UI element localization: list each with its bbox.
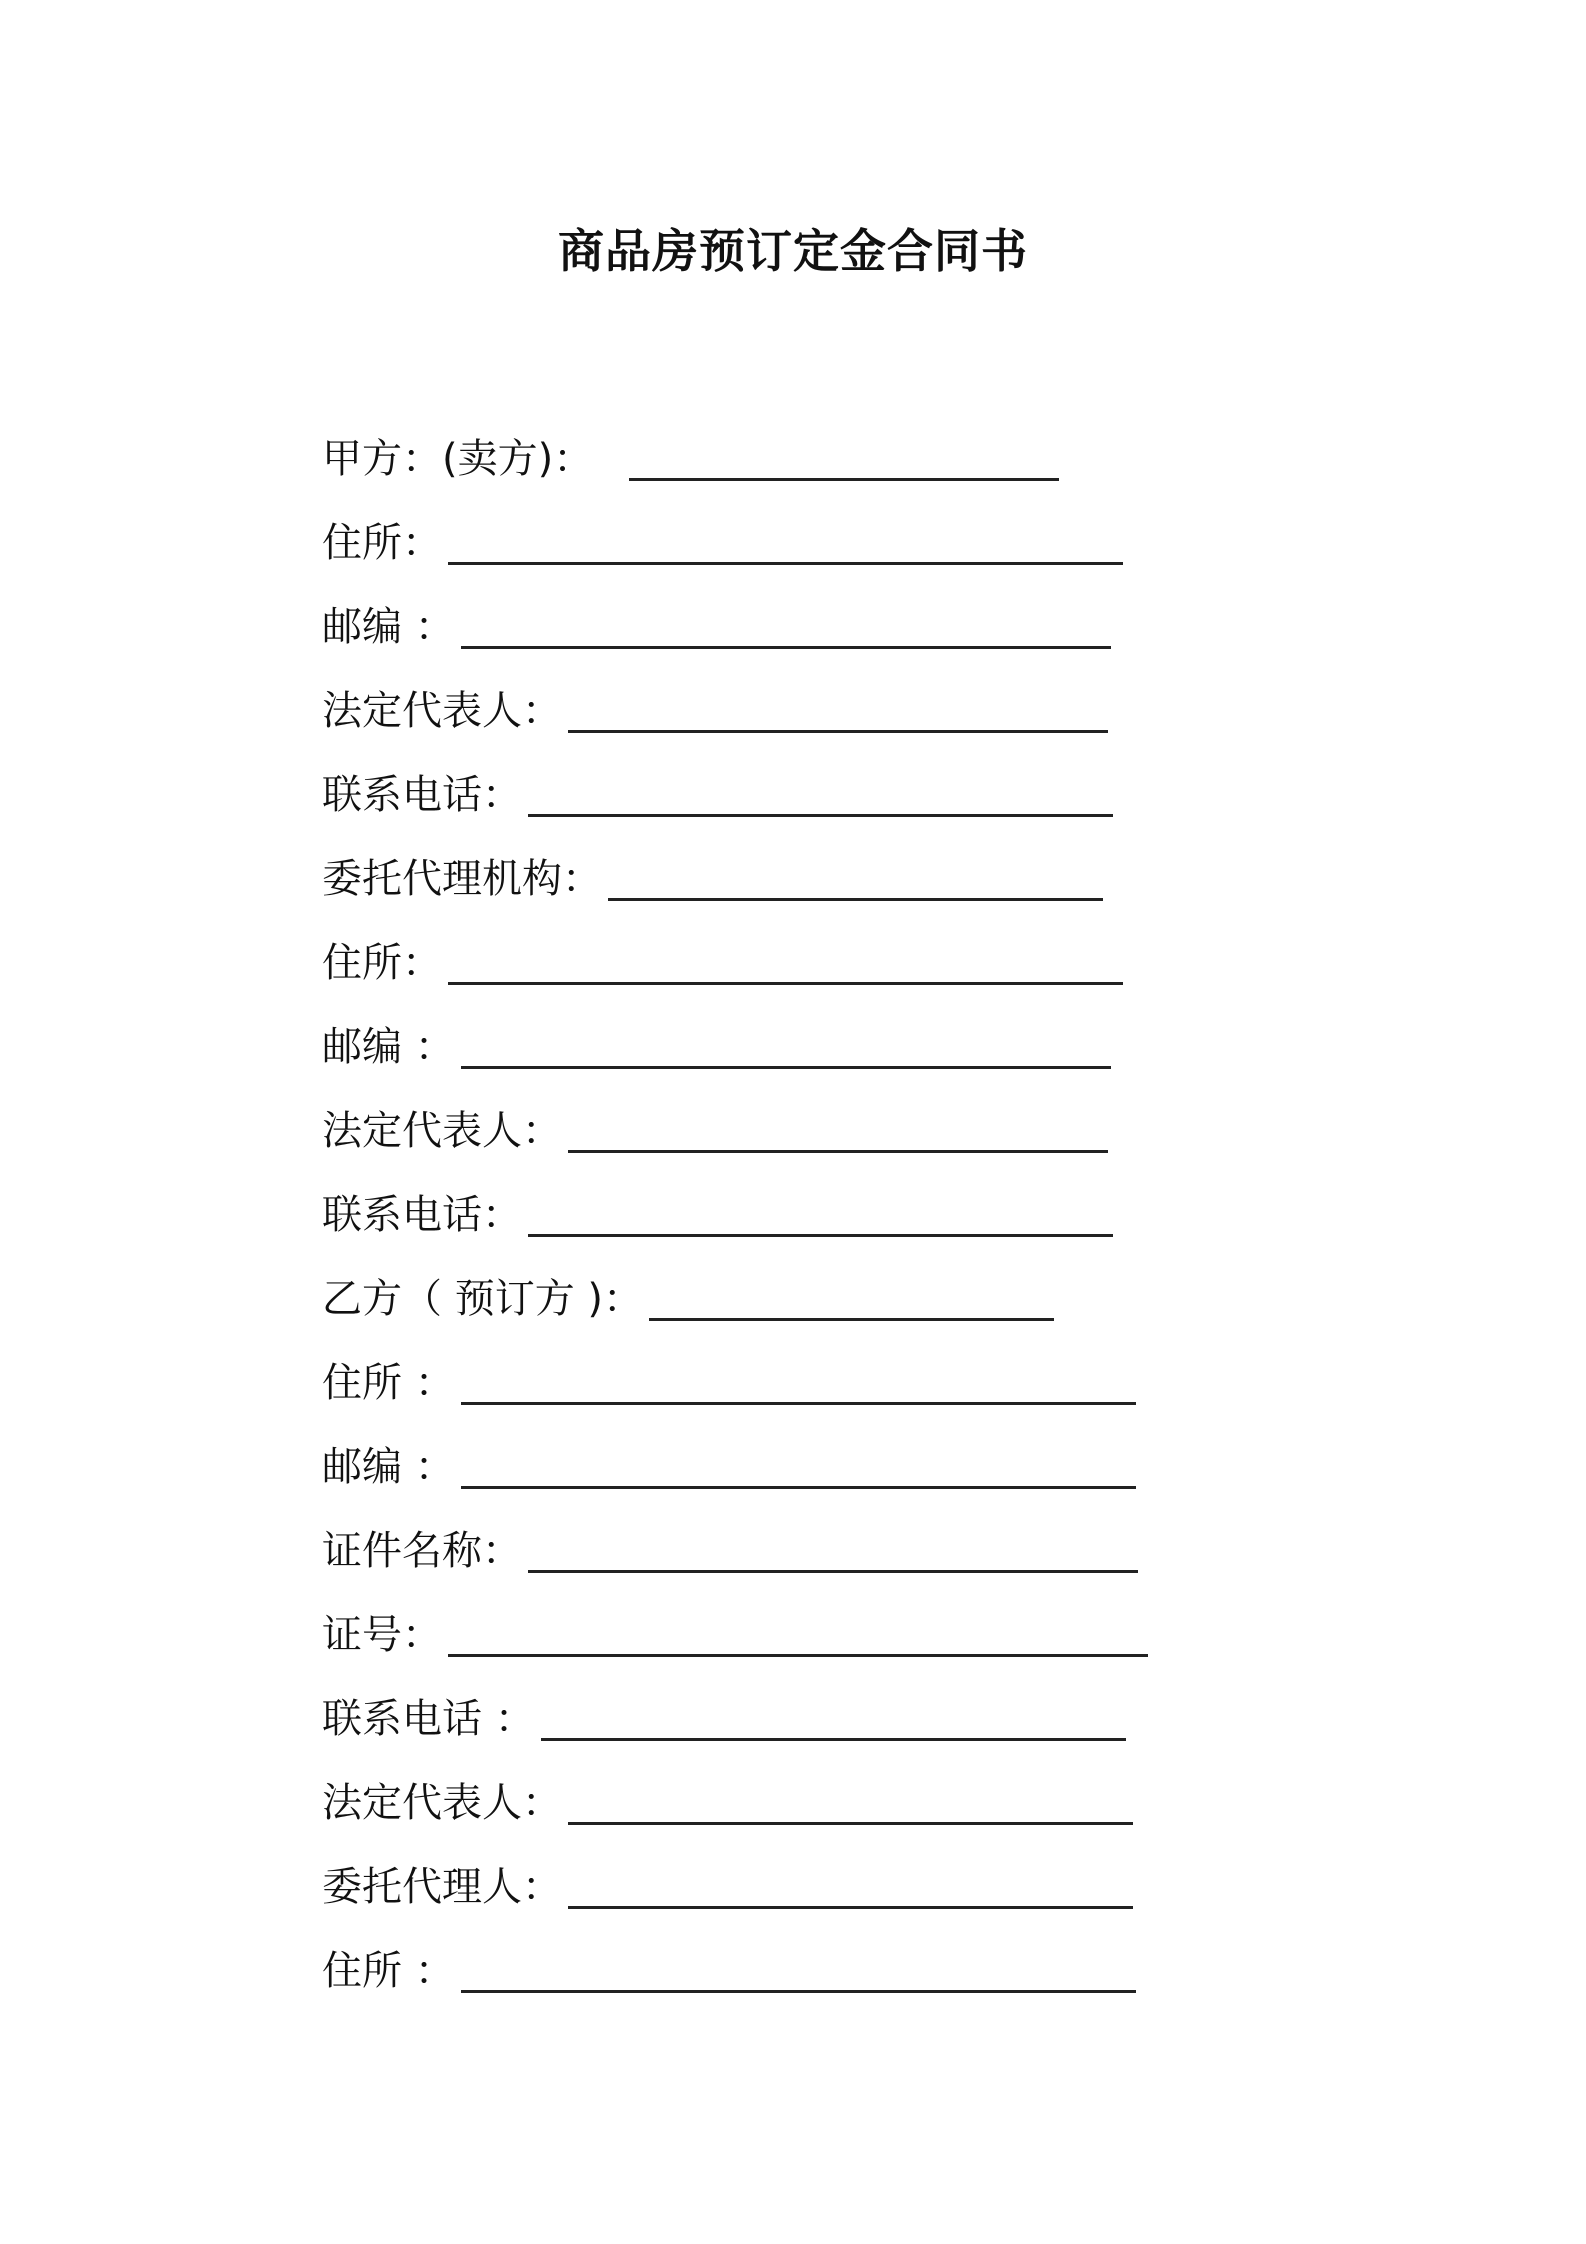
fill-in-blank[interactable]: [528, 1510, 1138, 1573]
buyer-address-field: [322, 1329, 1322, 1413]
field-label: 法定代表人：: [322, 1108, 562, 1154]
field-label: 邮编 ：: [322, 604, 455, 650]
field-label: 甲方：(卖方)：: [322, 436, 594, 482]
field-label: 住所：: [322, 520, 442, 566]
seller-legal-rep-field: [322, 657, 1322, 741]
field-label: 乙方（ 预订方 )：: [322, 1276, 644, 1322]
fill-in-blank[interactable]: [448, 922, 1123, 985]
buyer-legal-rep-field: [322, 1749, 1322, 1833]
seller-address-field: [322, 489, 1322, 573]
fill-in-blank[interactable]: [568, 670, 1108, 733]
field-label: 邮编 ：: [322, 1024, 455, 1070]
agency-address-field: [322, 909, 1322, 993]
document-title: 商品房预订定金合同书: [558, 224, 1028, 278]
fill-in-blank[interactable]: [461, 1006, 1111, 1069]
buyer-postcode-field: [322, 1413, 1322, 1497]
field-label: 法定代表人：: [322, 1780, 562, 1826]
fill-in-blank[interactable]: [461, 586, 1111, 649]
fill-in-blank[interactable]: [649, 1258, 1054, 1321]
buyer-id-type-field: [322, 1497, 1322, 1581]
field-label: 联系电话：: [322, 772, 522, 818]
fill-in-blank[interactable]: [461, 1342, 1136, 1405]
fill-in-blank[interactable]: [448, 1594, 1148, 1657]
agency-name-field: [322, 825, 1322, 909]
agency-phone-field: [322, 1161, 1322, 1245]
field-label: 证号：: [322, 1612, 442, 1658]
buyer-agent-address-field: [322, 1917, 1322, 2001]
fill-in-blank[interactable]: [568, 1090, 1108, 1153]
field-label: 联系电话 ：: [322, 1696, 535, 1742]
seller-postcode-field: [322, 573, 1322, 657]
fill-in-blank[interactable]: [528, 1174, 1113, 1237]
field-label: 委托代理人：: [322, 1864, 562, 1910]
fill-in-blank[interactable]: [608, 838, 1103, 901]
seller-phone-field: [322, 741, 1322, 825]
fill-in-blank[interactable]: [461, 1426, 1136, 1489]
fill-in-blank[interactable]: [541, 1678, 1126, 1741]
buyer-phone-field: [322, 1665, 1322, 1749]
field-label: 证件名称：: [322, 1528, 522, 1574]
fill-in-blank[interactable]: [448, 502, 1123, 565]
buyer-name-field: [322, 1245, 1322, 1329]
field-label: 联系电话：: [322, 1192, 522, 1238]
party-info-fields: [322, 405, 1322, 2001]
buyer-id-number-field: [322, 1581, 1322, 1665]
buyer-agent-field: [322, 1833, 1322, 1917]
seller-name-field: [322, 405, 1322, 489]
fill-in-blank[interactable]: [461, 1930, 1136, 1993]
field-label: 邮编 ：: [322, 1444, 455, 1490]
fill-in-blank[interactable]: [568, 1846, 1133, 1909]
fill-in-blank[interactable]: [629, 418, 1059, 481]
field-label: 委托代理机构：: [322, 856, 602, 902]
fill-in-blank[interactable]: [528, 754, 1113, 817]
agency-postcode-field: [322, 993, 1322, 1077]
field-label: 住所 ：: [322, 1360, 455, 1406]
field-label: 住所：: [322, 940, 442, 986]
fill-in-blank[interactable]: [568, 1762, 1133, 1825]
field-label: 法定代表人：: [322, 688, 562, 734]
field-label: 住所 ：: [322, 1948, 455, 1994]
agency-legal-rep-field: [322, 1077, 1322, 1161]
